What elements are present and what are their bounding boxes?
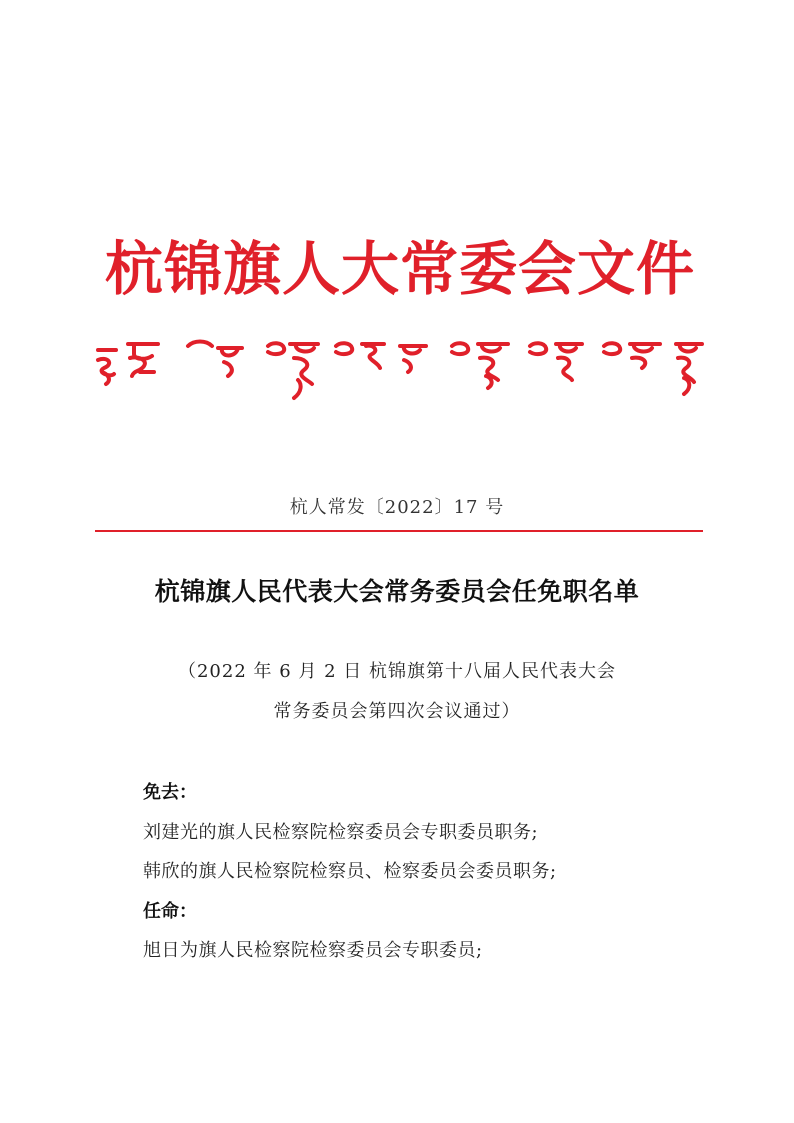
subtitle-line-1: （2022 年 6 月 2 日 杭锦旗第十八届人民代表大会 [177, 661, 617, 682]
mongolian-script-icon [90, 332, 710, 412]
dismissal-item: 刘建光的旗人民检察院检察委员会专职委员职务; [143, 822, 539, 843]
dismissal-item: 韩欣的旗人民检察院检察员、检察委员会委员职务; [143, 861, 557, 882]
document-number: 杭人常发〔2022〕17 号 [289, 497, 505, 518]
dismissal-heading: 免去： [143, 782, 197, 803]
page-title: 杭锦旗人民代表大会常务委员会任免职名单 [154, 577, 640, 606]
appointment-heading: 任命： [143, 901, 197, 922]
subtitle-line-2: 常务委员会第四次会议通过） [273, 701, 521, 722]
appointment-item: 旭日为旗人民检察院检察委员会专职委员; [143, 940, 483, 961]
red-header-title: 杭锦旗人大常委会文件 [104, 235, 695, 303]
red-divider-line [95, 530, 703, 532]
